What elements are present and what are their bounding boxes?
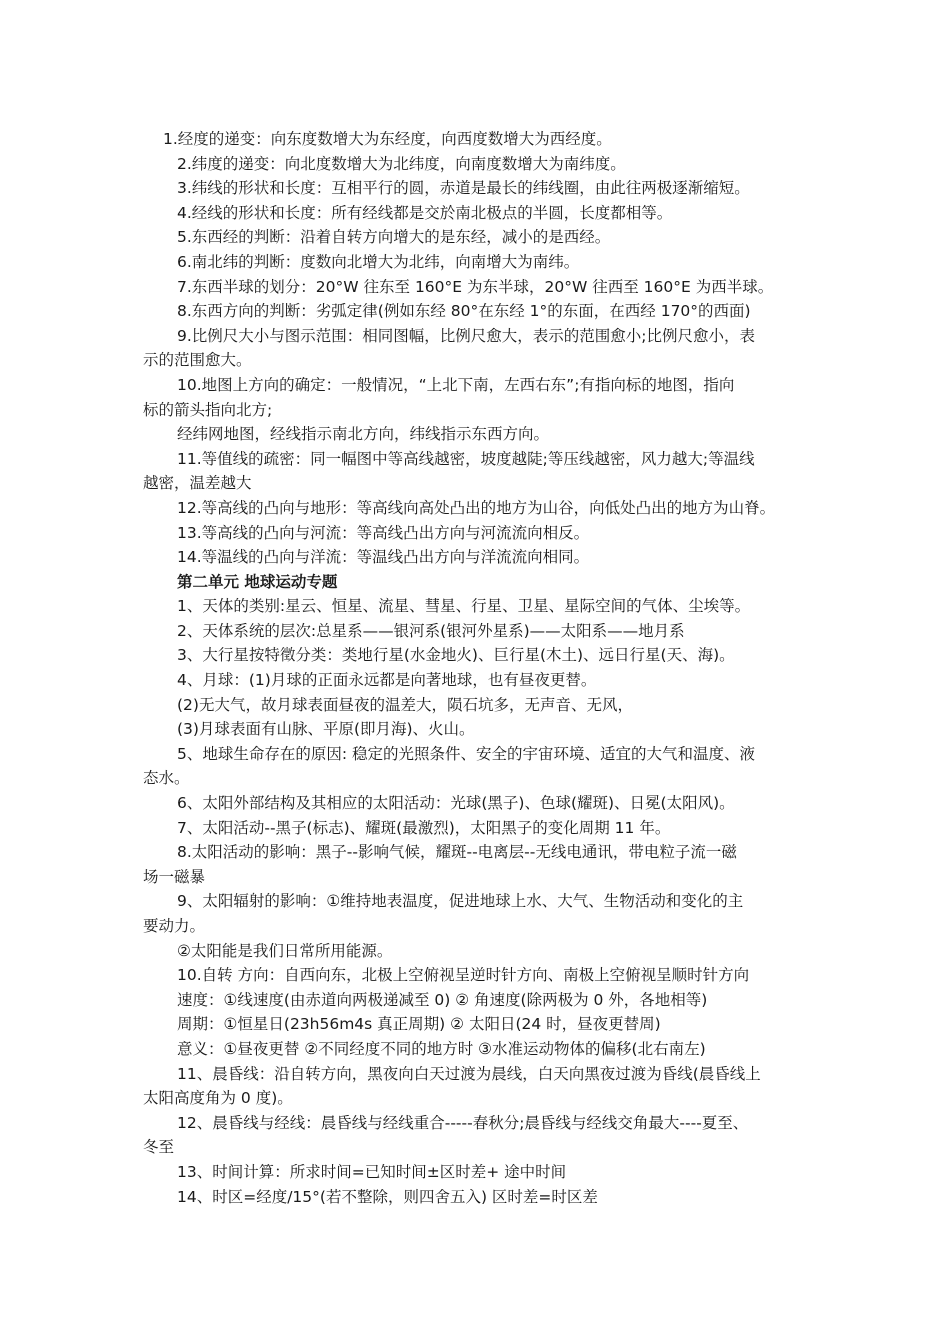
text-line: 太阳高度角为 0 度)。 [143,1089,293,1108]
text-line: 4.经线的形状和长度：所有经线都是交於南北极点的半圆，长度都相等。 [177,203,673,222]
text-line: 7.东西半球的划分：20°W 往东至 160°E 为东半球，20°W 往西至 160°E 为西半球。 [177,277,774,296]
text-line: 9.比例尺大小与图示范围：相同图幅，比例尺愈大，表示的范围愈小;比例尺愈小，表 [177,326,756,345]
text-line: 速度：①线速度(由赤道向两极递减至 0) ② 角速度(除两极为 0 外，各地相等) [177,990,708,1009]
text-line: 10.自转 方向：自西向东，北极上空俯视呈逆时针方向、南极上空俯视呈顺时针方向 [177,966,750,985]
text-line: 冬至 [143,1138,175,1157]
text-line: 10.地图上方向的确定：一般情况，“上北下南，左西右东”;有指向标的地图，指向 [177,375,735,394]
text-line: 示的范围愈大。 [143,351,252,370]
text-line: 12.等高线的凸向与地形：等高线向高处凸出的地方为山谷，向低处凸出的地方为山脊。 [177,498,776,517]
text-line: 13、时间计算：所求时间=已知时间±区时差+ 途中时间 [177,1162,567,1181]
text-line: 12、晨昏线与经线：晨昏线与经线重合-----春秋分;晨昏线与经线交角最大----夏至、 [177,1113,749,1132]
text-line: 8.太阳活动的影响：黑子--影响气候，耀斑--电离层--无线电通讯，带电粒子流一磁 [177,843,737,862]
text-line: 11、晨昏线：沿自转方向，黑夜向白天过渡为晨线，白天向黑夜过渡为昏线(晨昏线上 [177,1064,761,1083]
text-line: 标的箭头指向北方; [143,400,273,419]
text-line: (3)月球表面有山脉、平原(即月海)、火山。 [177,720,475,739]
text-line: 14、时区=经度/15°(若不整除，则四舍五入) 区时差=时区差 [177,1187,598,1206]
text-line: 8.东西方向的判断：劣弧定律(例如东经 80°在东经 1°的东面，在西经 170°的西面) [177,302,751,321]
text-line: 1.经度的递变：向东度数增大为东经度，向西度数增大为西经度。 [163,130,612,148]
text-line: 7、太阳活动--黑子(标志)、耀斑(最激烈)，太阳黑子的变化周期 11 年。 [177,818,671,837]
text-line: 9、太阳辐射的影响：①维持地表温度，促进地球上水、大气、生物活动和变化的主 [177,892,744,911]
text-line: 13.等高线的凸向与河流：等高线凸出方向与河流流向相反。 [177,523,590,542]
document-body [143,127,823,1209]
section-heading: 第二单元 地球运动专题 [177,572,338,591]
text-line: 6.南北纬的判断：度数向北增大为北纬，向南增大为南纬。 [177,252,580,271]
text-line: 态水。 [143,769,190,788]
text-line: 场一磁暴 [143,867,206,886]
text-line: 2.纬度的递变：向北度数增大为北纬度，向南度数增大为南纬度。 [177,154,626,173]
text-line: 意义：①昼夜更替 ②不同经度不同的地方时 ③水准运动物体的偏移(北右南左) [177,1039,706,1058]
text-line: ②太阳能是我们日常所用能源。 [177,941,393,960]
text-line: 5.东西经的判断：沿着自转方向增大的是东经，减小的是西经。 [177,228,611,247]
text-line: 11.等值线的疏密：同一幅图中等高线越密，坡度越陡;等压线越密，风力越大;等温线 [177,449,755,468]
text-line: 4、月球：(1)月球的正面永远都是向著地球，也有昼夜更替。 [177,671,597,690]
text-line: 14.等温线的凸向与洋流：等温线凸出方向与洋流流向相同。 [177,548,590,567]
text-line: 3.纬线的形状和长度：互相平行的圆，赤道是最长的纬线圈，由此往两极逐渐缩短。 [177,179,750,198]
text-line: 6、太阳外部结构及其相应的太阳活动：光球(黑子)、色球(耀斑)、日冕(太阳风)。 [177,794,735,813]
text-line: (2)无大气，故月球表面昼夜的温差大，陨石坑多，无声音、无风， [177,695,633,714]
text-line: 越密，温差越大 [143,474,252,493]
text-line: 2、天体系统的层次:总星系——银河系(银河外星系)——太阳系——地月系 [177,621,685,640]
text-line: 1、天体的类别:星云、恒星、流星、彗星、行星、卫星、星际空间的气体、尘埃等。 [177,597,751,616]
text-line: 要动力。 [143,917,206,935]
text-line: 3、大行星按特徵分类：类地行星(水金地火)、巨行星(木土)、远日行星(天、海)。 [177,646,735,665]
text-line: 5、地球生命存在的原因: 稳定的光照条件、安全的宇宙环境、适宜的大气和温度、液 [177,744,756,763]
text-line: 周期：①恒星日(23h56m4s 真正周期) ② 太阳日(24 时，昼夜更替周) [177,1015,661,1034]
text-line: 经纬网地图，经线指示南北方向，纬线指示东西方向。 [177,425,550,444]
